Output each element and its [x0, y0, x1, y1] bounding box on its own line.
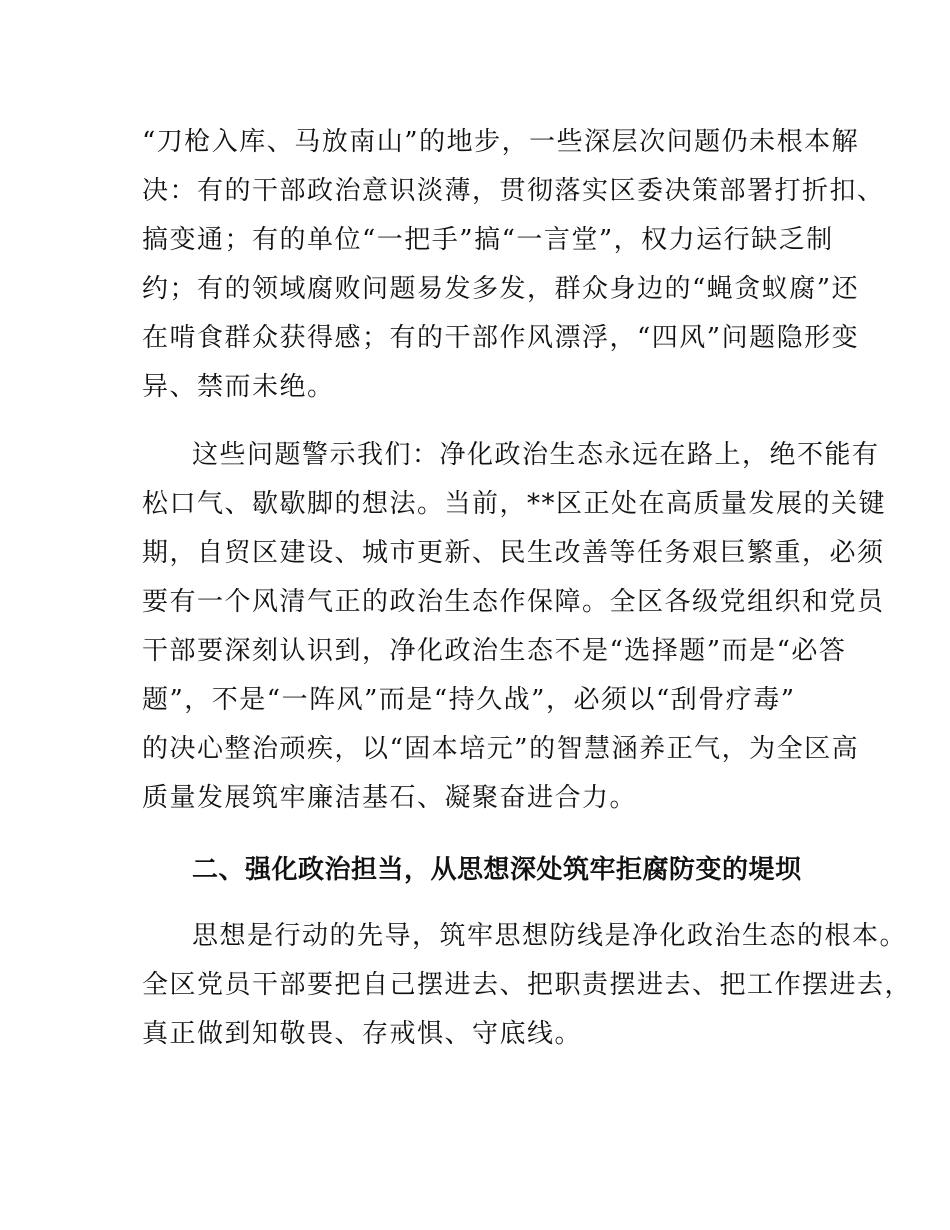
paragraph-1-line-6: 异、禁而未绝。 — [142, 372, 335, 402]
paragraph-2-line-1: 这些问题警示我们：净化政治生态永远在路上，绝不能有 — [192, 440, 880, 470]
paragraph-1-line-4: 约；有的领域腐败问题易发多发，群众身边的“蝇贪蚁腐”还 — [142, 274, 860, 304]
paragraph-2-line-2: 松口气、歇歇脚的想法。当前，**区正处在高质量发展的关键 — [142, 489, 887, 519]
paragraph-2-line-6: 题”，不是“一阵风”而是“持久战”，必须以“刮骨疗毒” — [142, 685, 796, 715]
paragraph-2-line-5: 干部要深刻认识到，净化政治生态不是“选择题”而是“必答 — [142, 636, 847, 666]
paragraph-2-line-8: 质量发展筑牢廉洁基石、凝聚奋进合力。 — [142, 783, 638, 813]
paragraph-3-line-2: 全区党员干部要把自己摆进去、把职责摆进去、把工作摆进去， — [142, 970, 913, 1000]
paragraph-2-line-4: 要有一个风清气正的政治生态作保障。全区各级党组织和党员 — [142, 587, 885, 617]
paragraph-2-line-7: 的决心整治顽疾，以“固本培元”的智慧涵养正气，为全区高 — [142, 734, 860, 764]
paragraph-3-line-3: 真正做到知敬畏、存戒惧、守底线。 — [142, 1019, 583, 1049]
paragraph-1-line-5: 在啃食群众获得感；有的干部作风漂浮，“四风”问题隐形变 — [142, 323, 860, 353]
section-heading: 二、强化政治担当，从思想深处筑牢拒腐防变的堤坝 — [192, 855, 802, 885]
paragraph-3-line-1: 思想是行动的先导，筑牢思想防线是净化政治生态的根本。 — [192, 921, 908, 951]
paragraph-1-line-2: 决：有的干部政治意识淡薄，贯彻落实区委决策部署打折扣、 — [142, 176, 885, 206]
paragraph-1-line-1: “刀枪入库、马放南山”的地步，一些深层次问题仍未根本解 — [142, 127, 860, 157]
paragraph-2-line-3: 期，自贸区建设、城市更新、民生改善等任务艰巨繁重，必须 — [142, 538, 885, 568]
paragraph-1-line-3: 搞变通；有的单位“一把手”搞“一言堂”，权力运行缺乏制 — [142, 225, 834, 255]
